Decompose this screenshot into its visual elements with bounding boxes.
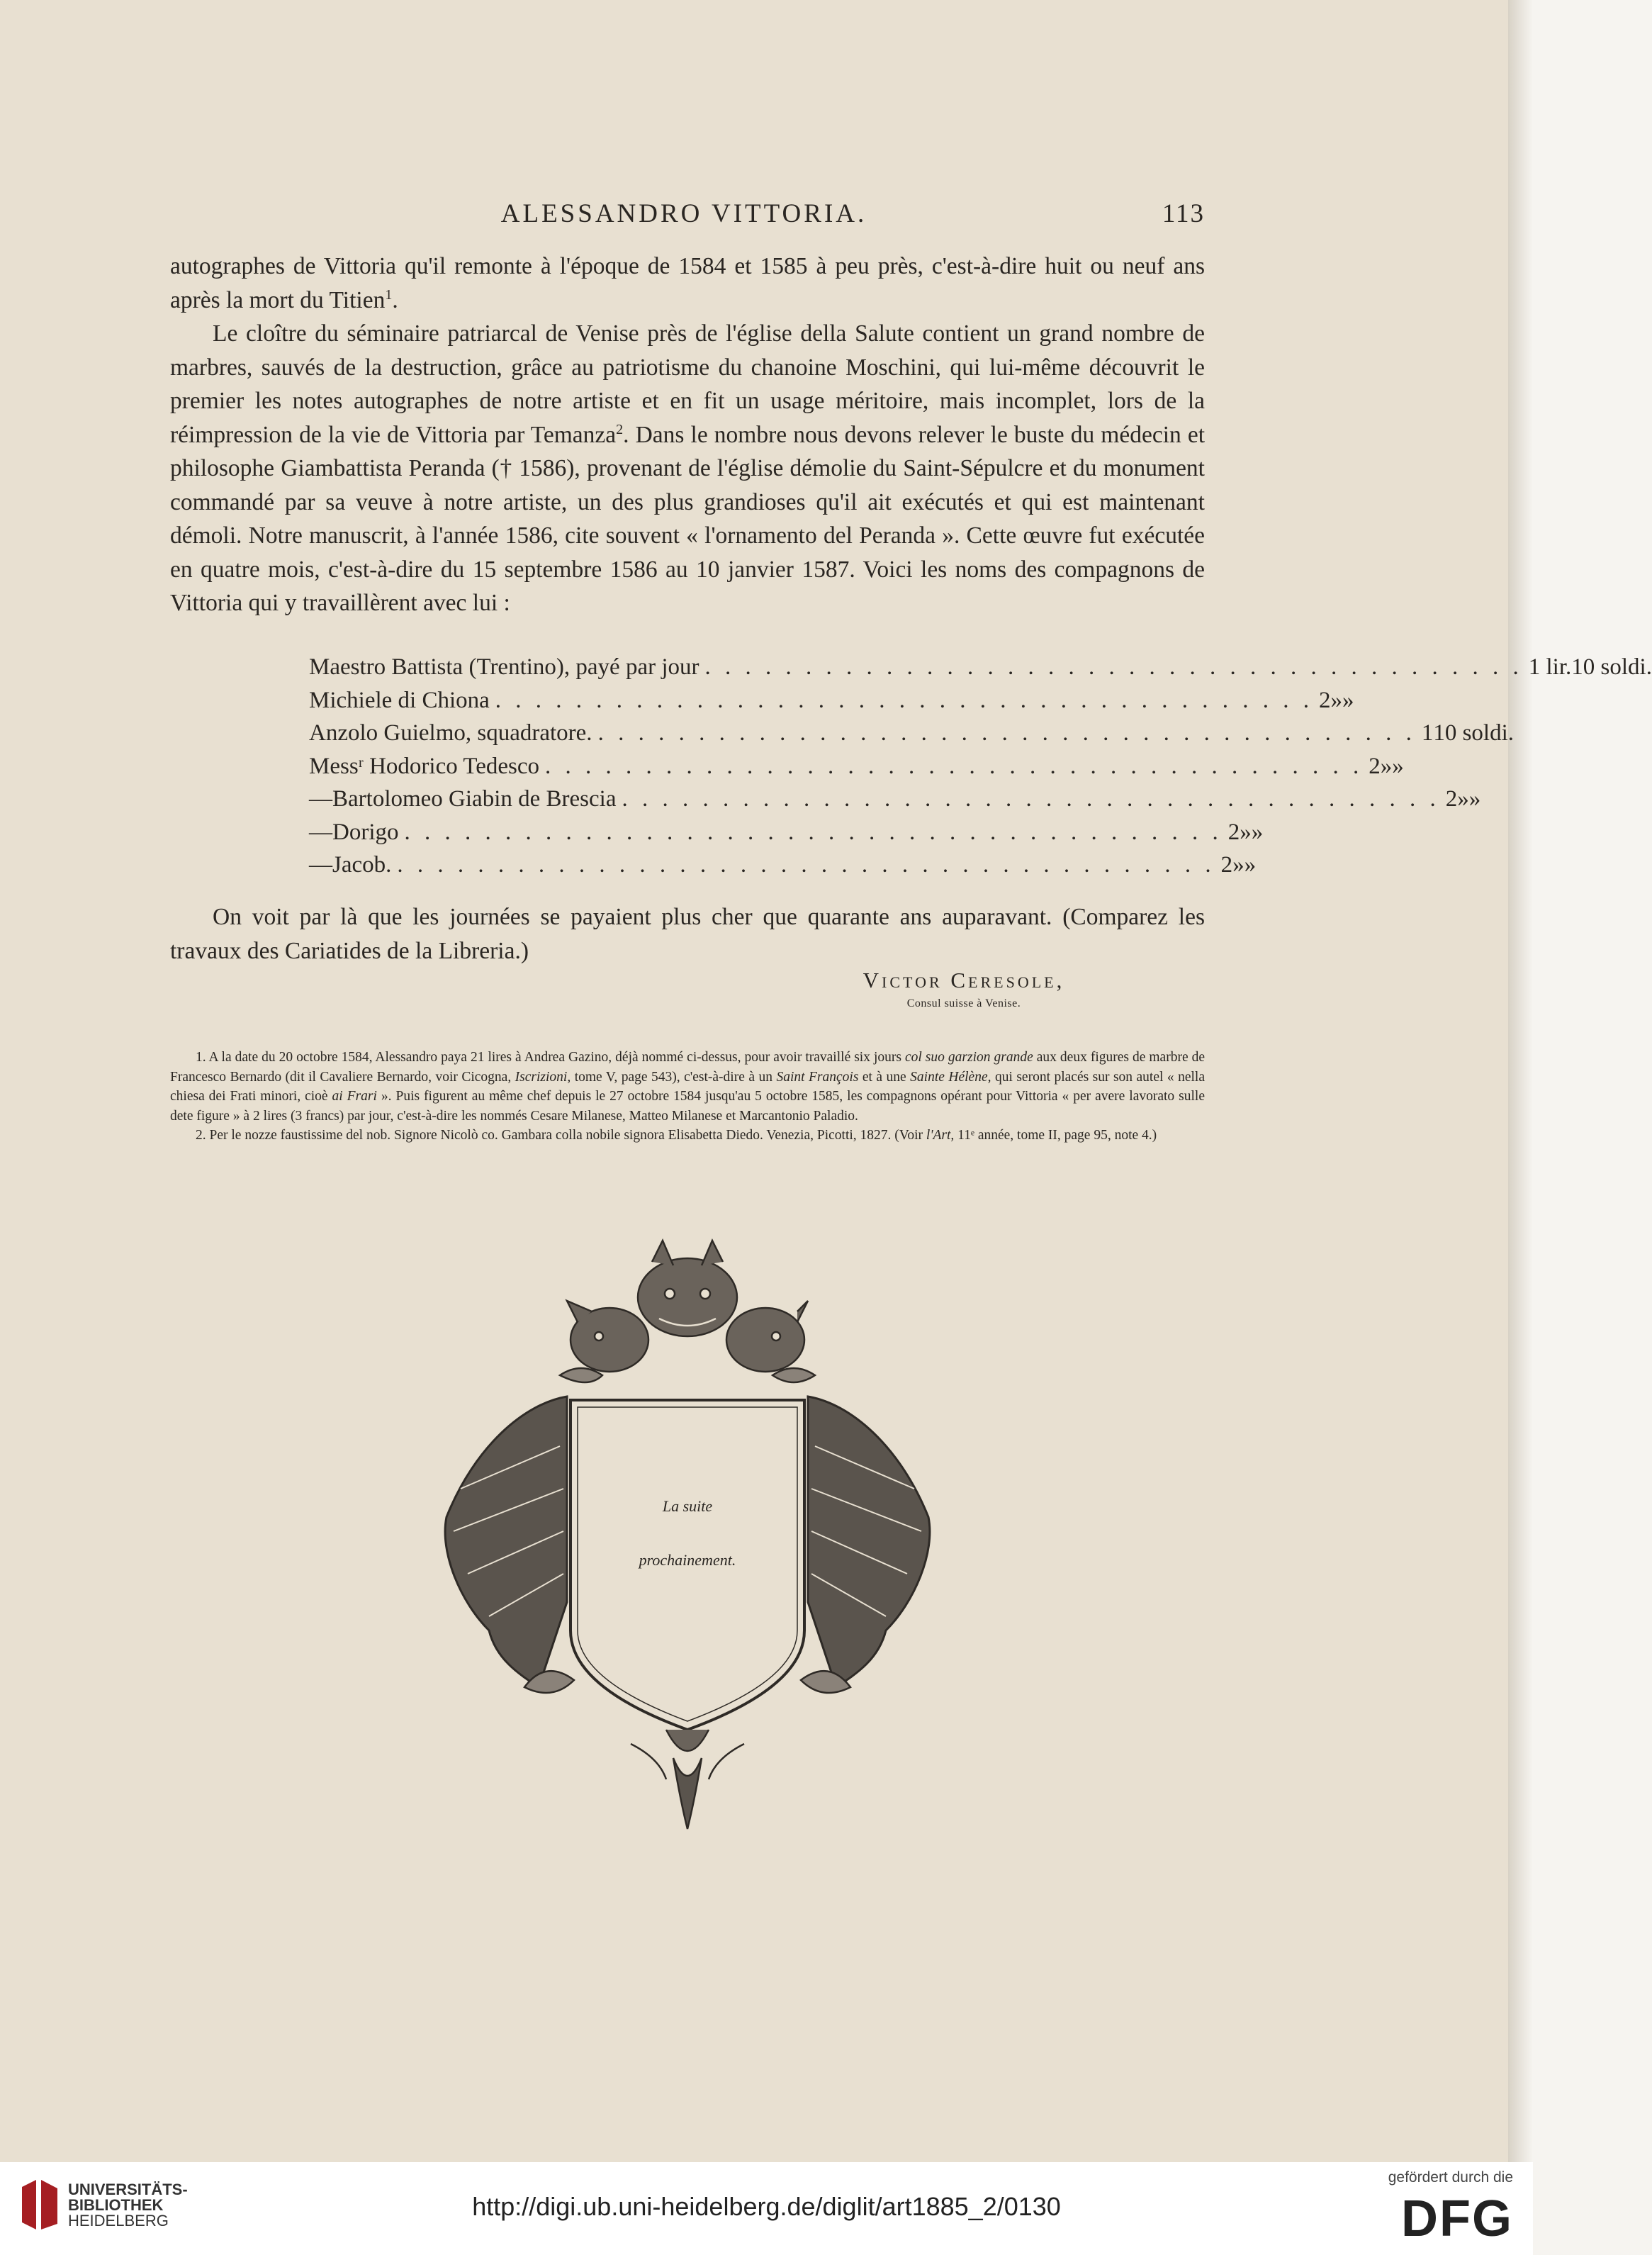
dfg-logo: DFG <box>1401 2190 1513 2247</box>
source-url-link[interactable]: http://digi.ub.uni-heidelberg.de/diglit/art1885_2/0130 <box>472 2192 1061 2221</box>
paragraph-1: autographes de Vittoria qu'il remonte à l'époque de 1584 et 1585 à peu près, c'est-à-dire huit ou neuf ans après la mort du Titien$^1$. <box>170 253 1205 313</box>
footnote-2-part: 11ᵉ année, tome II, page 95, note 4.) <box>954 1128 1157 1143</box>
footnote-1-italic: Iscrizioni, <box>515 1069 571 1085</box>
footnote-ref-2: 2 <box>616 421 624 437</box>
closing-text <box>170 900 1205 968</box>
payment-lire: 2 <box>1319 687 1331 713</box>
payment-name: Jacob. <box>332 852 392 878</box>
payment-lire: 1 lir. <box>1528 654 1572 680</box>
payment-soldi: »» <box>1457 786 1481 812</box>
running-head <box>163 198 1205 234</box>
footnote-2-part: 2. Per le nozze faustissime del nob. Signore Nicolò co. Gambara colla nobile signora Elisabetta Diedo. Venezia, Picotti, 1827. (Voir <box>196 1128 926 1143</box>
footnote-1-part: aux deux figures de marbre de Francesco Bernardo (dit il Cavaliere Bernardo, voir Cicogna, <box>170 1050 1206 1085</box>
author-title: Consul suisse à Venise. <box>906 997 1021 1009</box>
paragraph-3: On voit par là que les journées se payaient plus cher que quarante ans auparavant. (Comparez les travaux des Cariatides de la Libreria.) <box>170 904 1205 964</box>
footnote-ref-1: 1 <box>385 286 393 303</box>
payment-name: Michiele di Chiona <box>309 687 490 713</box>
gargoyle-shield-vignette <box>418 1233 957 1843</box>
footnote-2 <box>170 1126 1205 1146</box>
payment-row <box>309 816 1264 849</box>
payment-lire: 2 <box>1369 753 1381 779</box>
payment-name: Maestro Battista (Trentino), payé par jour <box>309 654 699 680</box>
payment-leader-dots: . . . . . . . . . . . . . . . . . . . . . . . . . . . . . . . . . . . . . . . . . <box>495 687 1314 713</box>
payment-dash: — <box>309 786 332 812</box>
payment-lire: 1 <box>1421 720 1434 746</box>
payment-row <box>309 783 1481 816</box>
payment-dash: — <box>309 852 332 878</box>
library-line-2: BIBLIOTHEK <box>68 2196 164 2214</box>
footnote-1-part: 1. A la date du 20 octobre 1584, Alessandro paya 21 lires à Andrea Gazino, déjà nommé ci-dessus, pour avoir travaillé six jours <box>196 1050 905 1065</box>
payment-leader-dots: . . . . . . . . . . . . . . . . . . . . . . . . . . . . . . . . . . . . . . . . . <box>404 819 1223 845</box>
payment-leader-dots: . . . . . . . . . . . . . . . . . . . . . . . . . . . . . . . . . . . . . . . . . <box>622 786 1440 812</box>
payment-name: Bartolomeo Giabin de Brescia <box>332 786 617 812</box>
footnote-1-italic: Saint François <box>776 1069 859 1085</box>
signature-block <box>765 968 1162 1010</box>
page-edge <box>1508 0 1533 2162</box>
footnote-2-italic: l'Art, <box>926 1128 955 1143</box>
paragraph-2-text-b: Dans le nombre nous devons relever le buste du médecin et philosophe Giambattista Peranda († 1586), provenant de l'église démolie du Saint-Sépulcre et du monument commandé par sa veuve à notre artiste, un des plus grandioses qu'il ait exécutés et qui est maintenant démoli. Notre manuscrit, à l'année 1586, cite souvent « l'ornamento del Peranda ». Cette œuvre fut exécutée en quatre mois, c'est-à-dire du 15 septembre 1586 au 10 janvier 1587. Voici les noms des compagnons de Vittoria qui y travaillèrent avec lui : <box>170 421 1206 616</box>
payment-soldi: 10 soldi. <box>1433 720 1514 746</box>
payment-lire: 2 <box>1220 852 1233 878</box>
payment-name: Anzolo Guielmo, squadratore. <box>309 720 592 746</box>
payment-dash: — <box>309 819 332 845</box>
payment-row <box>309 750 1404 783</box>
footnote-1-part: tome V, page 543), c'est-à-dire à un <box>571 1069 777 1085</box>
page-number: 113 <box>1162 199 1205 228</box>
payment-row <box>309 651 1652 684</box>
payment-row <box>309 849 1257 882</box>
payment-leader-dots: . . . . . . . . . . . . . . . . . . . . . . . . . . . . . . . . . . . . . . . . . <box>597 720 1416 746</box>
payment-soldi: »» <box>1240 819 1264 845</box>
body-text <box>170 250 1205 620</box>
vignette-illustration <box>418 1233 957 1843</box>
footnote-1-italic: Sainte Hélène, <box>910 1069 991 1085</box>
payment-lire: 2 <box>1227 819 1240 845</box>
payment-soldi: »» <box>1232 852 1257 878</box>
footnote-1-italic: ai Frari <box>332 1089 377 1104</box>
library-line-1: UNIVERSITÄTS- <box>68 2181 188 2198</box>
footnote-1-part: qui seront placés sur son autel « nella chiesa dei Frati minori, cioè <box>170 1069 1205 1104</box>
footnote-1-part: et à une <box>858 1069 911 1085</box>
payment-soldi: 10 soldi. <box>1571 654 1652 680</box>
funded-by-label: gefördert durch die <box>1388 2169 1513 2186</box>
payment-leader-dots: . . . . . . . . . . . . . . . . . . . . . . . . . . . . . . . . . . . . . . . . . <box>397 852 1215 878</box>
paragraph-2-text-a: Le cloître du séminaire patriarcal de Venise près de l'église della Salute contient un grand nombre de marbres, sauvés de la destruction, grâce au patriotisme du chanoine Moschini, qui lui-même découvrit le premier les notes autographes de notre artiste et en fit un usage méritoire, mais incomplet, lors de la réimpression de la vie de Vittoria par Temanza <box>170 320 1205 448</box>
payment-soldi: »» <box>1330 687 1354 713</box>
running-title: ALESSANDRO VITTORIA. <box>500 199 867 228</box>
shield-line-1: La suite <box>662 1497 713 1515</box>
library-line-3: HEIDELBERG <box>68 2212 169 2229</box>
paragraph-1-text: autographes de Vittoria qu'il remonte à l'époque de 1584 et 1585 à peu près, c'est-à-dire huit ou neuf ans après la mort du Titien <box>170 253 1205 313</box>
payment-name: Messʳ Hodorico Tedesco <box>309 753 540 779</box>
shield-line-2: prochainement. <box>639 1551 736 1569</box>
footnotes <box>170 1048 1205 1146</box>
payment-lire: 2 <box>1445 786 1458 812</box>
payment-leader-dots: . . . . . . . . . . . . . . . . . . . . . . . . . . . . . . . . . . . . . . . . . <box>704 654 1523 680</box>
footnote-1-italic: col suo garzion grande <box>904 1050 1033 1065</box>
payment-leader-dots: . . . . . . . . . . . . . . . . . . . . . . . . . . . . . . . . . . . . . . . . . <box>545 753 1364 779</box>
payment-row <box>309 684 1354 717</box>
payment-name: Dorigo <box>332 819 399 845</box>
author-name: Victor Ceresole, <box>862 968 1065 992</box>
footnote-1-part: ». Puis figurent au même chef depuis le 27 octobre 1584 jusqu'au 5 octobre 1585, les compagnons opérant pour Vittoria « per avere lavorato sulle dete figure » à 2 lires (3 francs) par jour, c'est-à-dire les nommés Cesare Milanese, Matteo Milanese et Marcantonio Paladio. <box>170 1089 1205 1124</box>
payment-row <box>309 717 1514 750</box>
payment-list <box>309 651 1652 882</box>
paragraph-2: Le cloître du séminaire patriarcal de Venise près de l'église della Salute contient un grand nombre de marbres, sauvés de la destruction, grâce au patriotisme du chanoine Moschini, qui lui-même découvrit le premier les notes autographes de notre artiste et en fit un usage méritoire, mais incomplet, lors de la réimpression de la vie de Vittoria par Temanza$^2$. Dans le nombre nous devons relever le buste du médecin et philosophe Giambattista Peranda († 1586), provenant de l'église démolie du Saint-Sépulcre et du monument commandé par sa veuve à notre artiste, un des plus grandioses qu'il ait exécutés et qui est maintenant démoli. Notre manuscrit, à l'année 1586, cite souvent « l'ornamento del Peranda ». Cette œuvre fut exécutée en quatre mois, c'est-à-dire du 15 septembre 1586 au 10 janvier 1587. Voici les noms des compagnons de Vittoria qui y travaillèrent avec lui : <box>170 320 1206 616</box>
payment-soldi: »» <box>1380 753 1404 779</box>
footnote-1 <box>170 1048 1205 1126</box>
